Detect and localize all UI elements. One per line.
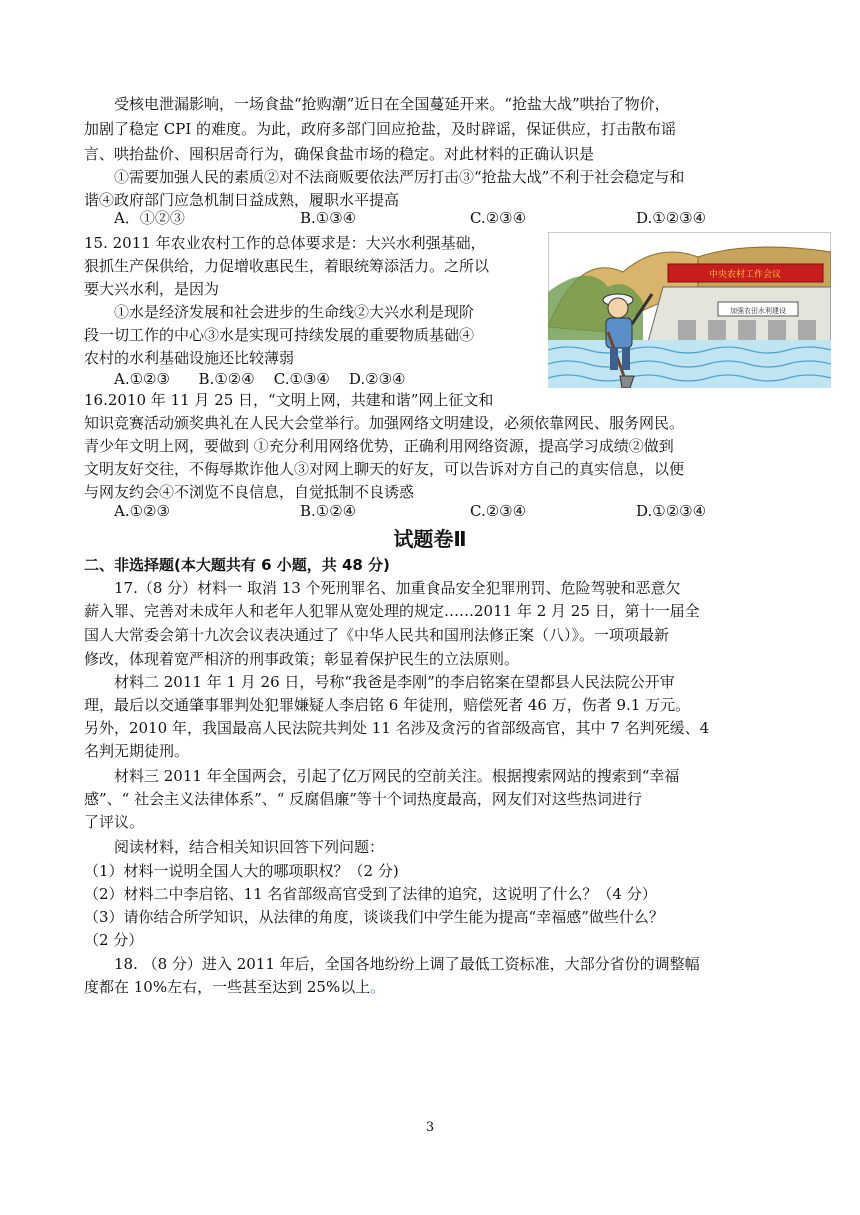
q17-line-5: 材料二 2011 年 1 月 26 日，号称“我爸是李刚”的李启铭案在望都县人民法院公开审 [114, 673, 675, 691]
q15-line-3: 要大兴水利，是因为 [84, 280, 220, 298]
q17-line-3: 国人大常委会第十九次会议表决通过了《中华人民共和国刑法修正案（八）》。一项项最新 [84, 626, 670, 644]
q17-sub-question-3-score: （2 分） [84, 931, 144, 949]
q15-line-6: 农村的水利基础设施还比较薄弱 [84, 349, 295, 367]
q14-line-1: 受核电泄漏影响，一场食盐“抢购潮”近日在全国蔓延开来。“抢盐大战”哄抬了物价， [114, 95, 670, 113]
q14-line-3: 言、哄抬盐价、囤积居奇行为，确保食盐市场的稳定。对此材料的正确认识是 [84, 145, 595, 163]
q18-line-2-text: 度都在 10%左右，一些甚至达到 25%以上 [84, 978, 371, 996]
q15-line-2: 狠抓生产保供给，力促增收惠民生，着眼统筹添活力。之所以 [84, 257, 490, 275]
q17-line-8: 名判无期徒刑。 [84, 742, 190, 760]
q16-line-2: 知识竞赛活动颁奖典礼在人民大会堂举行。加强网络文明建设，必须依靠网民、服务网民。 [84, 414, 685, 432]
q18-line-1: 18. （8 分）进入 2011 年后，全国各地纷纷上调了最低工资标准，大部分省份的调整幅 [114, 955, 700, 973]
q17-line-2: 薪入罪、完善对未成年人和老年人犯罪从宽处理的规定……2011 年 2 月 25 日，第十一届全 [84, 602, 700, 620]
q17-line-1: 17.（8 分）材料一 取消 13 个死刑罪名、加重食品安全犯罪刑罚、危险驾驶和恶意欠 [114, 579, 681, 597]
q14-option-c: C.②③④ [470, 209, 527, 227]
water-conservancy-cartoon [548, 232, 831, 388]
q17-line-7: 另外，2010 年，我国最高人民法院共判处 11 名涉及贪污的省部级高官，其中 7 名判死缓、4 [84, 719, 710, 737]
section-heading: 二、非选择题(本大题共有 6 小题，共 48 分) [84, 556, 390, 574]
q17-line-6: 理，最后以交通肇事罪判处犯罪嫌疑人李启铭 6 年徒刑，赔偿死者 46 万，伤者 9.1 万元。 [84, 696, 691, 714]
q16-line-5: 与网友约会④不浏览不良信息，自觉抵制不良诱惑 [84, 483, 415, 501]
q17-line-11: 了评议。 [84, 813, 145, 831]
page-number: 3 [425, 1120, 435, 1135]
q16-option-d: D.①②③④ [636, 502, 707, 520]
section-title: 试题卷Ⅱ [393, 527, 467, 551]
q16-option-a: A.①②③ [114, 502, 170, 520]
q16-line-1: 16.2010 年 11 月 25 日，“文明上网，共建和谐”网上征文和 [84, 391, 494, 409]
q15-options: A.①②③ B.①②④ C.①③④ D.②③④ [114, 370, 406, 388]
q15-line-5: 段一切工作的中心③水是实现可持续发展的重要物质基础④ [84, 326, 475, 344]
q16-line-3: 青少年文明上网，要做到 ①充分利用网络优势，正确利用网络资源，提高学习成绩②做到 [84, 437, 674, 455]
q15-line-1: 15. 2011 年农业农村工作的总体要求是：大兴水利强基础， [84, 234, 486, 252]
q17-sub-question-2: （2）材料二中李启铭、11 名省部级高官受到了法律的追究，这说明了什么？（4 分） [84, 885, 657, 903]
q17-instruction: 阅读材料，结合相关知识回答下列问题： [114, 838, 385, 856]
cartoon-dam-sign: 加强农田水利建设 [730, 307, 786, 315]
q18-line-2-tail: 。 [370, 978, 386, 996]
q16-option-b: B.①②④ [300, 502, 357, 520]
q18-line-2 [84, 976, 385, 998]
q14-line-2: 加剧了稳定 CPI 的难度。为此，政府多部门回应抢盐，及时辟谣，保证供应，打击散布谣 [84, 120, 677, 138]
q14-option-d: D.①②③④ [636, 209, 707, 227]
cartoon-banner: 中央农村工作会议 [708, 270, 782, 280]
q17-line-10: 感”、“ 社会主义法律体系”、“ 反腐倡廉”等十个词热度最高，网友们对这些热词进行 [84, 790, 642, 808]
q17-line-9: 材料三 2011 年全国两会，引起了亿万网民的空前关注。根据搜索网站的搜索到“幸福 [114, 767, 680, 785]
q15-line-4: ①水是经济发展和社会进步的生命线②大兴水利是现阶 [114, 303, 475, 321]
q14-option-a: A．①②③ [114, 209, 185, 227]
q16-line-4: 文明友好交往，不侮辱欺诈他人③对网上聊天的好友，可以告诉对方自己的真实信息，以便 [84, 460, 685, 478]
q17-line-4: 修改，体现着宽严相济的刑事政策；彰显着保护民生的立法原则。 [84, 650, 520, 668]
q14-option-b: B.①③④ [300, 209, 357, 227]
q14-line-5: 谐④政府部门应急机制日益成熟，履职水平提高 [84, 191, 400, 209]
q16-option-c: C.②③④ [470, 502, 527, 520]
q17-sub-question-1: （1）材料一说明全国人大的哪项职权？（2 分) [84, 862, 399, 880]
q17-sub-question-3: （3）请你结合所学知识，从法律的角度，谈谈我们中学生能为提高“幸福感”做些什么？ [84, 908, 664, 926]
q14-line-4: ①需要加强人民的素质②对不法商贩要依法严厉打击③“抢盐大战”不利于社会稳定与和 [114, 168, 685, 186]
